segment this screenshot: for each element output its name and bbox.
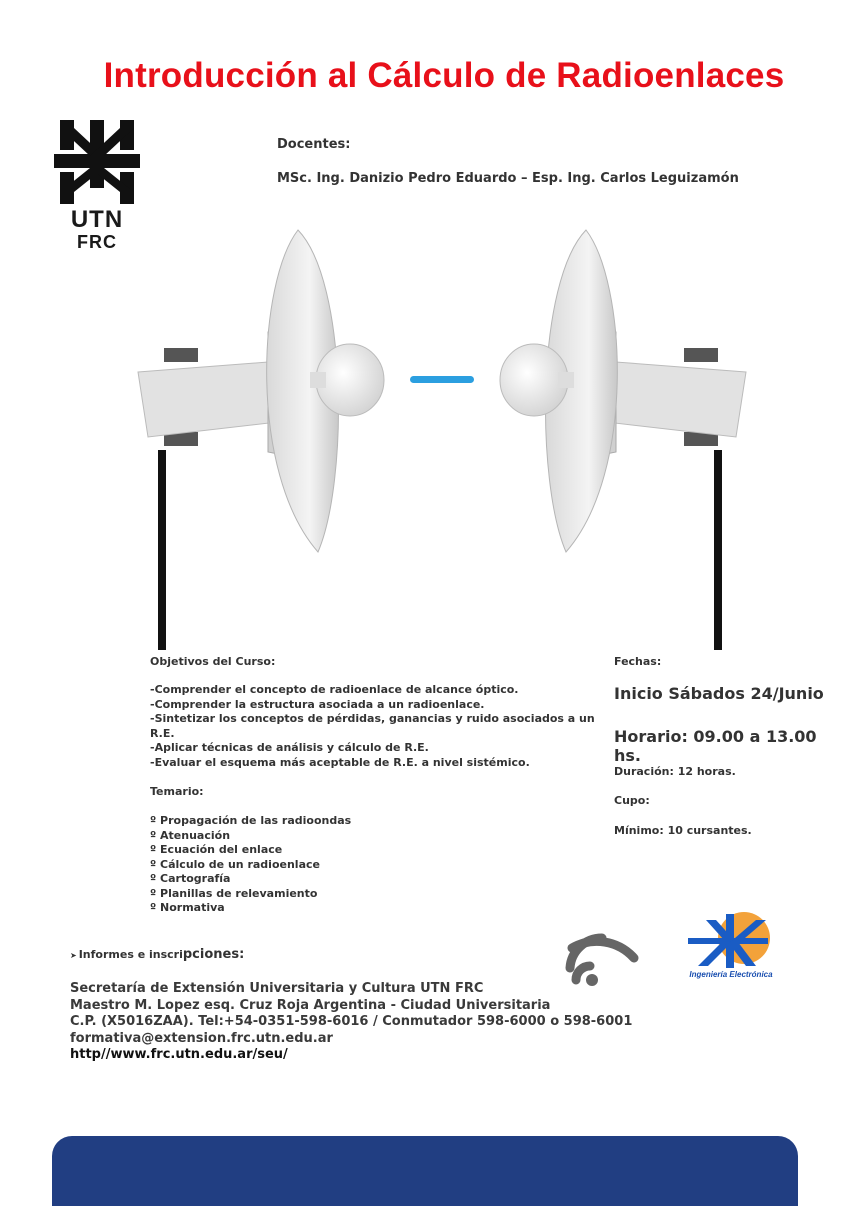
inicio-text: Inicio Sábados 24/Junio	[614, 684, 824, 703]
objetivos-label: Objetivos del Curso:	[150, 655, 276, 668]
list-item: -Evaluar el esquema más aceptable de R.E. a nivel sistémico.	[150, 755, 530, 769]
list-item: º Cálculo de un radioenlace	[150, 857, 320, 871]
logo-utn-text: UTN	[70, 206, 124, 233]
contact-url[interactable]: http//www.frc.utn.edu.ar/seu/	[70, 1047, 288, 1062]
list-item: º Atenuación	[150, 828, 231, 842]
informes-label-b: pciones:	[182, 947, 245, 962]
utn-logo-icon	[52, 118, 142, 208]
logo-frc-text: FRC	[77, 232, 117, 252]
duracion-text: Duración: 12 horas.	[614, 765, 736, 778]
informes-label-a: Informes e inscri	[78, 948, 183, 961]
wireless-signal-icon	[562, 910, 644, 990]
minimo-text: Mínimo: 10 cursantes.	[614, 824, 752, 837]
page-title: Introducción al Cálculo de Radioenlaces	[103, 56, 785, 95]
list-item: º Cartografía	[150, 872, 231, 885]
arrow-right-icon: ➤	[70, 951, 77, 960]
temario-label: Temario:	[150, 785, 204, 798]
contact-line: Maestro M. Lopez esq. Cruz Roja Argentina - Ciudad Universitaria	[70, 997, 551, 1013]
contact-email[interactable]: formativa@extension.frc.utn.edu.ar	[70, 1030, 333, 1046]
objetivos-list	[150, 683, 620, 770]
docentes-names: MSc. Ing. Danizio Pedro Eduardo – Esp. Ing. Carlos Leguizamón	[277, 171, 739, 186]
ingenieria-electronica-logo	[686, 910, 776, 988]
list-item: -Sintetizar los conceptos de pérdidas, ganancias y ruido asociados a un R.E.	[150, 712, 595, 740]
contact-line: Secretaría de Extensión Universitaria y Cultura UTN FRC	[70, 981, 484, 996]
contact-line: C.P. (X5016ZAA). Tel:+54-0351-598-6016 / Conmutador 598-6000 o 598-6001	[70, 1014, 633, 1029]
list-item: º Propagación de las radioondas	[150, 814, 352, 827]
ie-logo-text: Ingeniería Electrónica	[689, 970, 773, 979]
antenna-illustration	[118, 222, 766, 650]
right-antenna	[500, 230, 746, 650]
list-item: º Planillas de relevamiento	[150, 886, 318, 900]
link-line	[410, 376, 474, 383]
informes-label	[70, 947, 244, 962]
list-item: º Ecuación del enlace	[150, 843, 283, 856]
docentes-label: Docentes:	[277, 137, 351, 152]
left-antenna	[138, 230, 384, 650]
temario-list	[150, 814, 450, 916]
list-item: -Aplicar técnicas de análisis y cálculo de R.E.	[150, 741, 429, 754]
footer-bar	[52, 1136, 798, 1206]
fechas-label: Fechas:	[614, 655, 662, 668]
list-item: º Normativa	[150, 901, 225, 914]
horario-text: Horario: 09.00 a 13.00 hs.	[614, 727, 817, 765]
cupo-text: Cupo:	[614, 794, 650, 807]
contact-block	[70, 981, 632, 1064]
list-item: -Comprender la estructura asociada a un radioenlace.	[150, 697, 485, 711]
list-item: -Comprender el concepto de radioenlace de alcance óptico.	[150, 683, 519, 696]
ie-logo-icon	[686, 910, 776, 972]
